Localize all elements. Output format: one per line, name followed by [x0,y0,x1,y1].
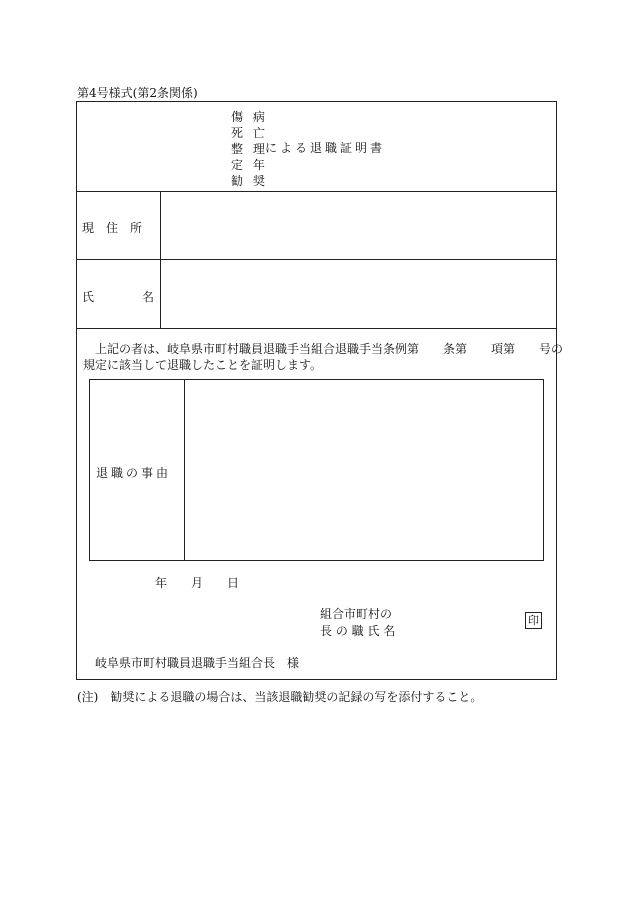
issuer-line-1: 組合市町村の [320,607,393,621]
divider-name [76,328,557,329]
divider-title [76,191,557,192]
title-reason-layoff: 整 理 [231,142,268,156]
page-title: による退職証明書 [265,141,386,155]
reason-label: 退職の事由 [96,466,172,480]
certification-line-1: 上記の者は、岐阜県市町村職員退職手当組合退職手当条例第 条第 項第 号の [95,342,564,356]
title-reason-illness: 傷 病 [231,110,268,124]
date-line[interactable]: 年 月 日 [155,576,240,590]
title-reason-death: 死 亡 [231,126,268,140]
title-reason-retirement-age: 定 年 [231,158,268,172]
issuer-line-2: 長 の 職 氏 名 [320,624,396,638]
addressee: 岐阜県市町村職員退職手当組合長 様 [95,656,300,670]
reason-box-divider [184,379,185,561]
title-reason-encouraged: 勧 奨 [231,174,268,188]
certification-line-2: 規定に該当して退職したことを証明します。 [83,358,323,372]
footnote: (注) 勧奨による退職の場合は、当該退職勧奨の記録の写を添付すること。 [77,690,483,704]
seal-icon: 印 [525,612,542,629]
address-label: 現 住 所 [82,221,143,235]
name-label: 氏 名 [82,290,155,304]
form-number: 第4号様式(第2条関係) [77,86,198,100]
divider-address [76,259,557,260]
